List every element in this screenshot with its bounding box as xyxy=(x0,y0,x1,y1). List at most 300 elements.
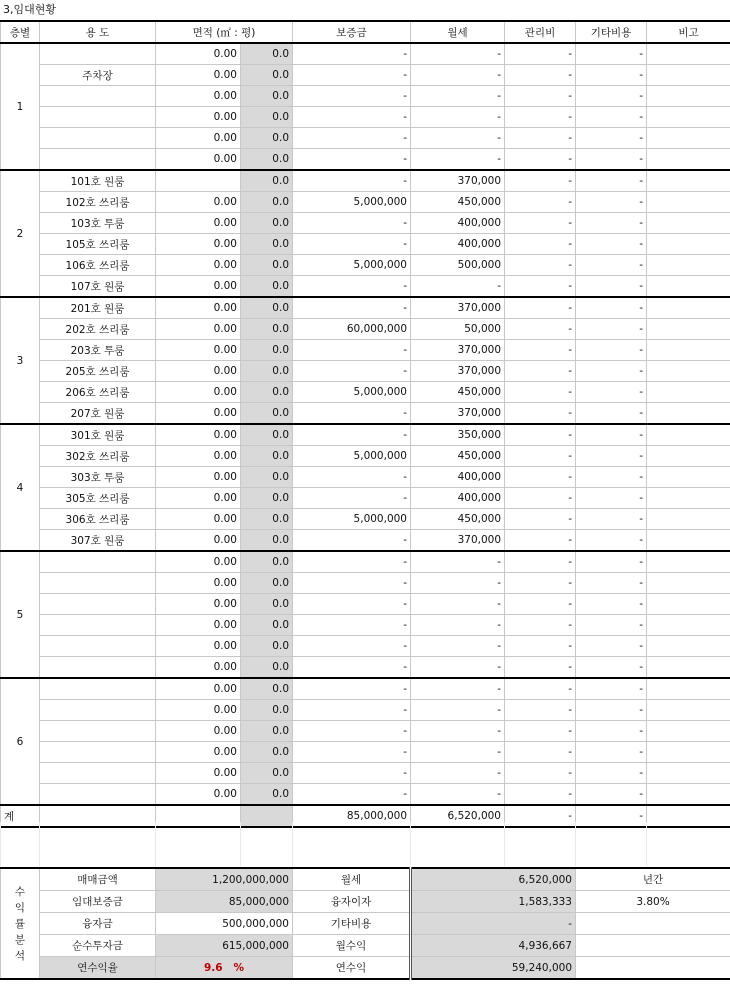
note-cell[interactable] xyxy=(647,530,730,552)
monthly-income-value[interactable]: 4,936,667 xyxy=(411,935,576,957)
area-cell[interactable] xyxy=(156,170,241,192)
area-cell[interactable]: 0.00 xyxy=(156,742,241,763)
pyeong-cell[interactable]: 0.0 xyxy=(241,340,293,361)
usage-cell[interactable] xyxy=(40,149,156,171)
area-cell[interactable]: 0.00 xyxy=(156,43,241,65)
total-mgmt[interactable]: - xyxy=(505,805,576,827)
deposit-cell[interactable]: - xyxy=(293,276,411,298)
cell[interactable] xyxy=(293,844,411,866)
note-cell[interactable] xyxy=(647,678,730,700)
rent-cell[interactable]: 450,000 xyxy=(411,509,505,530)
rent-cell[interactable]: - xyxy=(411,721,505,742)
pyeong-cell[interactable]: 0.0 xyxy=(241,382,293,403)
rent-cell[interactable]: 450,000 xyxy=(411,446,505,467)
mgmt-cell[interactable]: - xyxy=(505,530,576,552)
pyeong-cell[interactable]: 0.0 xyxy=(241,700,293,721)
pyeong-cell[interactable]: 0.0 xyxy=(241,43,293,65)
rent-cell[interactable]: 370,000 xyxy=(411,297,505,319)
rent-cell[interactable]: - xyxy=(411,784,505,806)
deposit-cell[interactable]: - xyxy=(293,488,411,509)
usage-cell[interactable] xyxy=(40,763,156,784)
floor-cell[interactable]: 3 xyxy=(1,297,40,424)
monthly-rent-label[interactable]: 월세 xyxy=(293,868,411,891)
monthly-income-label[interactable]: 월수익 xyxy=(293,935,411,957)
deposit-cell[interactable]: - xyxy=(293,573,411,594)
mgmt-cell[interactable]: - xyxy=(505,382,576,403)
other-cost-label[interactable]: 기타비용 xyxy=(293,913,411,935)
rent-cell[interactable]: - xyxy=(411,678,505,700)
pyeong-cell[interactable]: 0.0 xyxy=(241,573,293,594)
usage-cell[interactable]: 102호 쓰리룸 xyxy=(40,192,156,213)
mgmt-cell[interactable]: - xyxy=(505,128,576,149)
area-cell[interactable]: 0.00 xyxy=(156,319,241,340)
deposit-cell[interactable]: - xyxy=(293,213,411,234)
area-cell[interactable]: 0.00 xyxy=(156,234,241,255)
note-cell[interactable] xyxy=(647,424,730,446)
deposit-cell[interactable]: - xyxy=(293,615,411,636)
usage-cell[interactable] xyxy=(40,594,156,615)
floor-cell[interactable]: 4 xyxy=(1,424,40,551)
note-cell[interactable] xyxy=(647,403,730,425)
usage-cell[interactable] xyxy=(40,43,156,65)
deposit-cell[interactable]: - xyxy=(293,594,411,615)
rent-cell[interactable]: 500,000 xyxy=(411,255,505,276)
usage-cell[interactable]: 201호 원룸 xyxy=(40,297,156,319)
mgmt-cell[interactable]: - xyxy=(505,615,576,636)
cell[interactable] xyxy=(293,822,411,844)
note-cell[interactable] xyxy=(647,763,730,784)
usage-cell[interactable] xyxy=(40,721,156,742)
deposit-cell[interactable]: 5,000,000 xyxy=(293,382,411,403)
pyeong-cell[interactable]: 0.0 xyxy=(241,615,293,636)
cell[interactable] xyxy=(1,844,40,866)
other-cost-cell[interactable]: - xyxy=(576,742,647,763)
loan-value[interactable]: 500,000,000 xyxy=(156,913,293,935)
pyeong-cell[interactable]: 0.0 xyxy=(241,467,293,488)
note-cell[interactable] xyxy=(647,297,730,319)
annual-rate[interactable]: 3.80% xyxy=(576,891,730,913)
usage-cell[interactable] xyxy=(40,128,156,149)
other-cost-cell[interactable]: - xyxy=(576,721,647,742)
other-cost-cell[interactable]: - xyxy=(576,340,647,361)
pyeong-cell[interactable]: 0.0 xyxy=(241,86,293,107)
pyeong-cell[interactable]: 0.0 xyxy=(241,657,293,679)
mgmt-cell[interactable]: - xyxy=(505,488,576,509)
usage-cell[interactable]: 301호 원룸 xyxy=(40,424,156,446)
cell[interactable] xyxy=(576,935,730,957)
mgmt-cell[interactable]: - xyxy=(505,107,576,128)
total-rent[interactable]: 6,520,000 xyxy=(411,805,505,827)
mgmt-cell[interactable]: - xyxy=(505,424,576,446)
note-cell[interactable] xyxy=(647,509,730,530)
rent-cell[interactable]: - xyxy=(411,573,505,594)
deposit-cell[interactable]: - xyxy=(293,43,411,65)
rent-cell[interactable]: - xyxy=(411,636,505,657)
rent-cell[interactable]: 350,000 xyxy=(411,424,505,446)
mgmt-cell[interactable]: - xyxy=(505,636,576,657)
total-other[interactable]: - xyxy=(576,805,647,827)
mgmt-cell[interactable]: - xyxy=(505,192,576,213)
header-deposit[interactable]: 보증금 xyxy=(293,21,411,43)
mgmt-cell[interactable]: - xyxy=(505,65,576,86)
rent-cell[interactable]: - xyxy=(411,65,505,86)
deposit-cell[interactable]: - xyxy=(293,700,411,721)
note-cell[interactable] xyxy=(647,721,730,742)
mgmt-cell[interactable]: - xyxy=(505,213,576,234)
usage-cell[interactable] xyxy=(40,573,156,594)
other-cost-cell[interactable]: - xyxy=(576,86,647,107)
cell[interactable] xyxy=(40,844,156,866)
usage-cell[interactable] xyxy=(40,107,156,128)
interest-label[interactable]: 융자이자 xyxy=(293,891,411,913)
pyeong-cell[interactable]: 0.0 xyxy=(241,678,293,700)
cell[interactable] xyxy=(576,822,647,844)
area-cell[interactable]: 0.00 xyxy=(156,340,241,361)
mgmt-cell[interactable]: - xyxy=(505,297,576,319)
pyeong-cell[interactable]: 0.0 xyxy=(241,297,293,319)
other-cost-cell[interactable]: - xyxy=(576,446,647,467)
area-cell[interactable]: 0.00 xyxy=(156,382,241,403)
other-cost-cell[interactable]: - xyxy=(576,65,647,86)
purchase-label[interactable]: 매매금액 xyxy=(40,868,156,891)
rent-cell[interactable]: 400,000 xyxy=(411,213,505,234)
other-cost-cell[interactable]: - xyxy=(576,107,647,128)
other-cost-cell[interactable]: - xyxy=(576,43,647,65)
deposit-cell[interactable]: 5,000,000 xyxy=(293,446,411,467)
annual-income-label[interactable]: 연수익 xyxy=(293,957,411,980)
lease-deposit-label[interactable]: 임대보증금 xyxy=(40,891,156,913)
note-cell[interactable] xyxy=(647,573,730,594)
mgmt-cell[interactable]: - xyxy=(505,657,576,679)
cell[interactable] xyxy=(241,822,293,844)
yield-cell[interactable] xyxy=(156,957,293,980)
rent-cell[interactable]: - xyxy=(411,128,505,149)
usage-cell[interactable]: 302호 쓰리룸 xyxy=(40,446,156,467)
deposit-cell[interactable]: - xyxy=(293,403,411,425)
other-cost-cell[interactable]: - xyxy=(576,382,647,403)
cell[interactable] xyxy=(576,844,647,866)
rent-cell[interactable]: - xyxy=(411,594,505,615)
rent-cell[interactable]: - xyxy=(411,86,505,107)
area-cell[interactable]: 0.00 xyxy=(156,700,241,721)
mgmt-cell[interactable]: - xyxy=(505,721,576,742)
pyeong-cell[interactable]: 0.0 xyxy=(241,488,293,509)
other-cost-cell[interactable]: - xyxy=(576,192,647,213)
usage-cell[interactable] xyxy=(40,678,156,700)
cell[interactable] xyxy=(647,822,730,844)
cell[interactable] xyxy=(156,844,241,866)
note-cell[interactable] xyxy=(647,234,730,255)
area-cell[interactable]: 0.00 xyxy=(156,615,241,636)
mgmt-cell[interactable]: - xyxy=(505,340,576,361)
header-other[interactable]: 기타비용 xyxy=(576,21,647,43)
floor-cell[interactable]: 2 xyxy=(1,170,40,297)
usage-cell[interactable] xyxy=(40,784,156,806)
yield-label[interactable]: 연수익율 xyxy=(40,957,156,980)
mgmt-cell[interactable]: - xyxy=(505,43,576,65)
mgmt-cell[interactable]: - xyxy=(505,319,576,340)
area-cell[interactable]: 0.00 xyxy=(156,721,241,742)
other-cost-cell[interactable]: - xyxy=(576,467,647,488)
area-cell[interactable]: 0.00 xyxy=(156,594,241,615)
usage-cell[interactable] xyxy=(40,615,156,636)
floor-cell[interactable]: 1 xyxy=(1,43,40,170)
note-cell[interactable] xyxy=(647,657,730,679)
pyeong-cell[interactable]: 0.0 xyxy=(241,636,293,657)
area-cell[interactable]: 0.00 xyxy=(156,107,241,128)
mgmt-cell[interactable]: - xyxy=(505,763,576,784)
note-cell[interactable] xyxy=(647,340,730,361)
mgmt-cell[interactable]: - xyxy=(505,573,576,594)
usage-cell[interactable]: 303호 투룸 xyxy=(40,467,156,488)
deposit-cell[interactable]: - xyxy=(293,742,411,763)
note-cell[interactable] xyxy=(647,742,730,763)
area-cell[interactable]: 0.00 xyxy=(156,678,241,700)
rent-cell[interactable]: 450,000 xyxy=(411,192,505,213)
usage-cell[interactable]: 207호 원룸 xyxy=(40,403,156,425)
deposit-cell[interactable]: - xyxy=(293,551,411,573)
mgmt-cell[interactable]: - xyxy=(505,446,576,467)
floor-cell[interactable]: 5 xyxy=(1,551,40,678)
deposit-cell[interactable]: - xyxy=(293,86,411,107)
deposit-cell[interactable]: - xyxy=(293,340,411,361)
deposit-cell[interactable]: - xyxy=(293,65,411,86)
area-cell[interactable]: 0.00 xyxy=(156,361,241,382)
pyeong-cell[interactable]: 0.0 xyxy=(241,107,293,128)
pyeong-cell[interactable]: 0.0 xyxy=(241,763,293,784)
other-cost-cell[interactable]: - xyxy=(576,319,647,340)
note-cell[interactable] xyxy=(647,551,730,573)
deposit-cell[interactable]: - xyxy=(293,678,411,700)
usage-cell[interactable] xyxy=(40,86,156,107)
usage-cell[interactable]: 107호 원룸 xyxy=(40,276,156,298)
pyeong-cell[interactable]: 0.0 xyxy=(241,784,293,806)
pyeong-cell[interactable]: 0.0 xyxy=(241,424,293,446)
deposit-cell[interactable]: - xyxy=(293,149,411,171)
note-cell[interactable] xyxy=(647,636,730,657)
rent-cell[interactable]: 370,000 xyxy=(411,340,505,361)
total-deposit[interactable]: 85,000,000 xyxy=(293,805,411,827)
deposit-cell[interactable]: - xyxy=(293,361,411,382)
note-cell[interactable] xyxy=(647,149,730,171)
lease-deposit-value[interactable]: 85,000,000 xyxy=(156,891,293,913)
note-cell[interactable] xyxy=(647,467,730,488)
area-cell[interactable]: 0.00 xyxy=(156,424,241,446)
other-cost-cell[interactable]: - xyxy=(576,234,647,255)
area-cell[interactable]: 0.00 xyxy=(156,128,241,149)
header-mgmt[interactable]: 관리비 xyxy=(505,21,576,43)
header-note[interactable]: 비고 xyxy=(647,21,730,43)
cell[interactable] xyxy=(411,844,505,866)
deposit-cell[interactable]: - xyxy=(293,128,411,149)
pyeong-cell[interactable]: 0.0 xyxy=(241,742,293,763)
pyeong-cell[interactable]: 0.0 xyxy=(241,213,293,234)
mgmt-cell[interactable]: - xyxy=(505,276,576,298)
note-cell[interactable] xyxy=(647,446,730,467)
note-cell[interactable] xyxy=(647,86,730,107)
usage-cell[interactable]: 205호 쓰리룸 xyxy=(40,361,156,382)
area-cell[interactable]: 0.00 xyxy=(156,488,241,509)
mgmt-cell[interactable]: - xyxy=(505,86,576,107)
pyeong-cell[interactable]: 0.0 xyxy=(241,170,293,192)
rent-cell[interactable]: - xyxy=(411,700,505,721)
other-cost-cell[interactable]: - xyxy=(576,424,647,446)
note-cell[interactable] xyxy=(647,276,730,298)
rent-cell[interactable]: - xyxy=(411,276,505,298)
rent-cell[interactable]: - xyxy=(411,107,505,128)
cell[interactable] xyxy=(576,957,730,980)
deposit-cell[interactable]: - xyxy=(293,721,411,742)
rent-cell[interactable]: 400,000 xyxy=(411,234,505,255)
header-rent[interactable]: 월세 xyxy=(411,21,505,43)
deposit-cell[interactable]: - xyxy=(293,424,411,446)
purchase-value[interactable]: 1,200,000,000 xyxy=(156,868,293,891)
total-label[interactable]: 계 xyxy=(1,805,40,827)
rent-cell[interactable]: - xyxy=(411,763,505,784)
deposit-cell[interactable]: 5,000,000 xyxy=(293,192,411,213)
rent-cell[interactable]: 370,000 xyxy=(411,361,505,382)
net-invest-label[interactable]: 순수투자금 xyxy=(40,935,156,957)
deposit-cell[interactable]: - xyxy=(293,530,411,552)
header-usage[interactable]: 용 도 xyxy=(40,21,156,43)
usage-cell[interactable] xyxy=(40,742,156,763)
area-cell[interactable]: 0.00 xyxy=(156,213,241,234)
pyeong-cell[interactable]: 0.0 xyxy=(241,128,293,149)
cell[interactable] xyxy=(647,844,730,866)
pyeong-cell[interactable]: 0.0 xyxy=(241,361,293,382)
note-cell[interactable] xyxy=(647,128,730,149)
other-cost-cell[interactable]: - xyxy=(576,128,647,149)
pyeong-cell[interactable]: 0.0 xyxy=(241,149,293,171)
area-cell[interactable]: 0.00 xyxy=(156,551,241,573)
rent-cell[interactable]: - xyxy=(411,657,505,679)
note-cell[interactable] xyxy=(647,361,730,382)
usage-cell[interactable]: 307호 원룸 xyxy=(40,530,156,552)
note-cell[interactable] xyxy=(647,43,730,65)
pyeong-cell[interactable]: 0.0 xyxy=(241,721,293,742)
mgmt-cell[interactable]: - xyxy=(505,742,576,763)
deposit-cell[interactable]: - xyxy=(293,107,411,128)
usage-cell[interactable]: 305호 쓰리룸 xyxy=(40,488,156,509)
rent-cell[interactable]: 400,000 xyxy=(411,467,505,488)
interest-value[interactable]: 1,583,333 xyxy=(411,891,576,913)
other-cost-cell[interactable]: - xyxy=(576,763,647,784)
rent-cell[interactable]: 370,000 xyxy=(411,403,505,425)
annual-label[interactable]: 년간 xyxy=(576,868,730,891)
usage-cell[interactable]: 202호 쓰리룸 xyxy=(40,319,156,340)
cell[interactable] xyxy=(156,822,241,844)
deposit-cell[interactable]: - xyxy=(293,657,411,679)
deposit-cell[interactable]: - xyxy=(293,170,411,192)
other-cost-cell[interactable]: - xyxy=(576,615,647,636)
pyeong-cell[interactable]: 0.0 xyxy=(241,551,293,573)
other-cost-cell[interactable]: - xyxy=(576,170,647,192)
pyeong-cell[interactable]: 0.0 xyxy=(241,530,293,552)
deposit-cell[interactable]: - xyxy=(293,297,411,319)
other-cost-cell[interactable]: - xyxy=(576,276,647,298)
rent-cell[interactable]: 50,000 xyxy=(411,319,505,340)
other-cost-cell[interactable]: - xyxy=(576,594,647,615)
deposit-cell[interactable]: - xyxy=(293,636,411,657)
deposit-cell[interactable]: 5,000,000 xyxy=(293,255,411,276)
area-cell[interactable]: 0.00 xyxy=(156,192,241,213)
deposit-cell[interactable]: 60,000,000 xyxy=(293,319,411,340)
other-cost-cell[interactable]: - xyxy=(576,149,647,171)
rent-cell[interactable]: - xyxy=(411,615,505,636)
area-cell[interactable]: 0.00 xyxy=(156,763,241,784)
monthly-rent-value[interactable]: 6,520,000 xyxy=(411,868,576,891)
floor-cell[interactable]: 6 xyxy=(1,678,40,805)
other-cost-cell[interactable]: - xyxy=(576,403,647,425)
area-cell[interactable]: 0.00 xyxy=(156,467,241,488)
area-cell[interactable]: 0.00 xyxy=(156,784,241,806)
usage-cell[interactable]: 206호 쓰리룸 xyxy=(40,382,156,403)
usage-cell[interactable] xyxy=(40,636,156,657)
deposit-cell[interactable]: - xyxy=(293,763,411,784)
area-cell[interactable]: 0.00 xyxy=(156,657,241,679)
pyeong-cell[interactable]: 0.0 xyxy=(241,234,293,255)
area-cell[interactable]: 0.00 xyxy=(156,636,241,657)
note-cell[interactable] xyxy=(647,192,730,213)
header-area[interactable]: 면적 (㎡ : 평) xyxy=(156,21,293,43)
mgmt-cell[interactable]: - xyxy=(505,361,576,382)
area-cell[interactable]: 0.00 xyxy=(156,403,241,425)
note-cell[interactable] xyxy=(647,213,730,234)
cell[interactable] xyxy=(1,822,40,844)
note-cell[interactable] xyxy=(647,784,730,806)
other-cost-cell[interactable]: - xyxy=(576,551,647,573)
usage-cell[interactable]: 106호 쓰리룸 xyxy=(40,255,156,276)
rent-cell[interactable]: - xyxy=(411,43,505,65)
annual-income-value[interactable]: 59,240,000 xyxy=(411,957,576,980)
header-floor[interactable]: 층별 xyxy=(1,21,40,43)
mgmt-cell[interactable]: - xyxy=(505,594,576,615)
area-cell[interactable]: 0.00 xyxy=(156,65,241,86)
mgmt-cell[interactable]: - xyxy=(505,234,576,255)
area-cell[interactable]: 0.00 xyxy=(156,509,241,530)
usage-cell[interactable]: 101호 원룸 xyxy=(40,170,156,192)
deposit-cell[interactable]: - xyxy=(293,467,411,488)
other-cost-cell[interactable]: - xyxy=(576,213,647,234)
usage-cell[interactable]: 주차장 xyxy=(40,65,156,86)
other-cost-cell[interactable]: - xyxy=(576,509,647,530)
note-cell[interactable] xyxy=(647,488,730,509)
cell[interactable] xyxy=(505,822,576,844)
pyeong-cell[interactable]: 0.0 xyxy=(241,446,293,467)
rent-cell[interactable]: - xyxy=(411,149,505,171)
mgmt-cell[interactable]: - xyxy=(505,149,576,171)
pyeong-cell[interactable]: 0.0 xyxy=(241,403,293,425)
other-cost-cell[interactable]: - xyxy=(576,657,647,679)
cell[interactable] xyxy=(505,844,576,866)
area-cell[interactable]: 0.00 xyxy=(156,297,241,319)
pyeong-cell[interactable]: 0.0 xyxy=(241,255,293,276)
cell[interactable] xyxy=(241,844,293,866)
note-cell[interactable] xyxy=(647,65,730,86)
mgmt-cell[interactable]: - xyxy=(505,509,576,530)
usage-cell[interactable]: 105호 쓰리룸 xyxy=(40,234,156,255)
cell[interactable] xyxy=(576,913,730,935)
mgmt-cell[interactable]: - xyxy=(505,255,576,276)
usage-cell[interactable]: 203호 투룸 xyxy=(40,340,156,361)
note-cell[interactable] xyxy=(647,170,730,192)
mgmt-cell[interactable]: - xyxy=(505,467,576,488)
other-cost-cell[interactable]: - xyxy=(576,361,647,382)
pyeong-cell[interactable]: 0.0 xyxy=(241,319,293,340)
rent-cell[interactable]: 400,000 xyxy=(411,488,505,509)
rent-cell[interactable]: 370,000 xyxy=(411,530,505,552)
area-cell[interactable]: 0.00 xyxy=(156,446,241,467)
